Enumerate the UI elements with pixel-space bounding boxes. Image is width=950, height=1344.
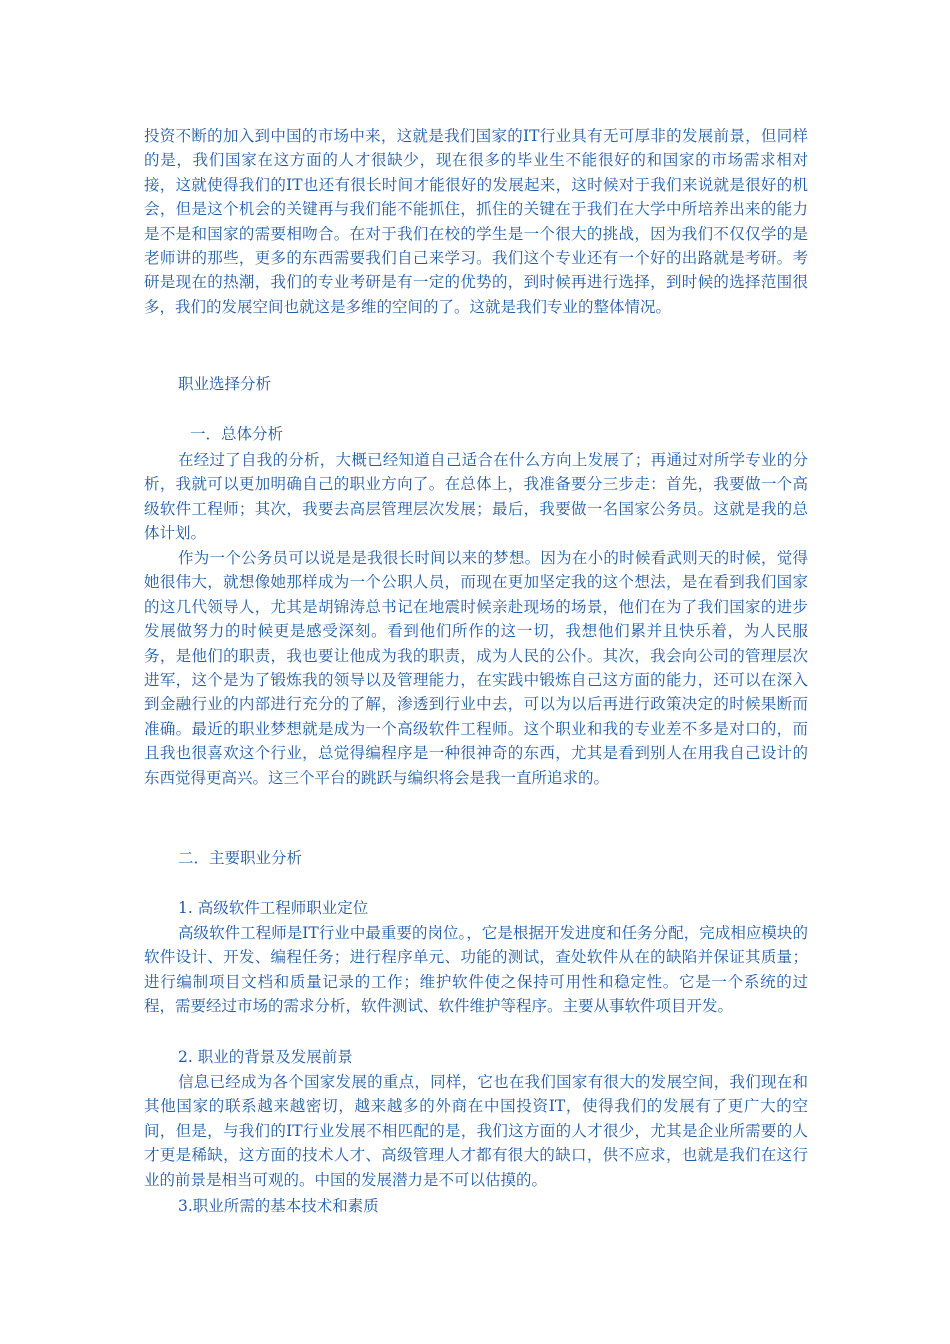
paragraph-overall-2: 作为一个公务员可以说是是我很长时间以来的梦想。因为在小的时候看武则天的时候，觉得她很伟大，就想像她那样成为一个公职人员，而现在更加坚定我的这个想法，是在看到我们国家的这几代领导人，尤其是胡锦涛总书记在地震时候亲赴现场的场景，他们在为了我们国家的进步发展做努力的时候更是感受深刻。看到他们所作的这一切，我想他们累并且快乐着，为人民服务，是他们的职责，我也要让他成为我的职责，成为人民的公仆。其次，我会向公司的管理层次进军，这个是为了锻炼我的领导以及管理能力，在实践中锻炼自己这方面的能力，还可以在深入到金融行业的内部进行充分的了解，渗透到行业中去，可以为以后再进行政策决定的时候果断而准确。最近的职业梦想就是成为一个高级软件工程师。这个职业和我的专业差不多是对口的，而且我也很喜欢这个行业，总觉得编程序是一种很神奇的东西，尤其是看到别人在用我自己设计的东西觉得更高兴。这三个平台的跳跃与编织将会是我一直所追求的。 bbox=[144, 549, 808, 787]
heading-overall-analysis: 一．总体分析 bbox=[190, 425, 284, 443]
paragraph-intro: 投资不断的加入到中国的市场中来，这就是我们国家的IT行业具有无可厚非的发展前景，但同样的是，我们国家在这方面的人才很缺少，现在很多的毕业生不能很好的和国家的市场需求相对接，这就使得我们的IT也还有很长时间才能很好的发展起来，这时候对于我们来说就是很好的机会，但是这个机会的关键再与我们能不能抓住，抓住的关键在于我们在大学中所培养出来的能力是不是和国家的需要相吻合。在对于我们在校的学生是一个很大的挑战，因为我们不仅仅学的是老师讲的那些，更多的东西需要我们自己来学习。我们这个专业还有一个好的出路就是考研。考研是现在的热潮，我们的专业考研是有一定的优势的，到时候再进行选择，到时候的选择范围很多，我们的发展空间也就这是多维的空间的了。这就是我们专业的整体情况。 bbox=[144, 127, 808, 316]
heading-main-career-analysis: 二．主要职业分析 bbox=[178, 849, 303, 867]
paragraph-section-2: 信息已经成为各个国家发展的重点，同样，它也在我们国家有很大的发展空间，我们现在和其他国家的联系越来越密切，越来越多的外商在中国投资IT，使得我们的发展有了更广大的空间，但是，与我们的IT行业发展不相匹配的是，我们这方面的人才很少，尤其是企业所需要的人才更是稀缺，这方面的技术人才、高级管理人才都有很大的缺口，供不应求，也就是我们在这行业的前景是相当可观的。中国的发展潜力是不可以估摸的。 bbox=[144, 1073, 808, 1189]
heading-section-2: 2. 职业的背景及发展前景 bbox=[178, 1048, 353, 1066]
heading-career-analysis: 职业选择分析 bbox=[178, 375, 272, 393]
heading-section-3: 3.职业所需的基本技术和素质 bbox=[178, 1197, 379, 1215]
heading-section-1: 1. 高级软件工程师职业定位 bbox=[178, 899, 369, 917]
paragraph-section-1: 高级软件工程师是IT行业中最重要的岗位。，它是根据开发进度和任务分配，完成相应模块的软件设计、开发、编程任务；进行程序单元、功能的测试，查处软件从在的缺陷并保证其质量；进行编制项目文档和质量记录的工作；维护软件使之保持可用性和稳定性。它是一个系统的过程，需要经过市场的需求分析，软件测试、软件维护等程序。主要从事软件项目开发。 bbox=[144, 924, 808, 1016]
paragraph-overall-1: 在经过了自我的分析，大概已经知道自己适合在什么方向上发展了；再通过对所学专业的分析，我就可以更加明确自己的职业方向了。在总体上，我准备要分三步走：首先，我要做一个高级软件工程师；其次，我要去高层管理层次发展；最后，我要做一名国家公务员。这就是我的总体计划。 bbox=[144, 451, 808, 543]
